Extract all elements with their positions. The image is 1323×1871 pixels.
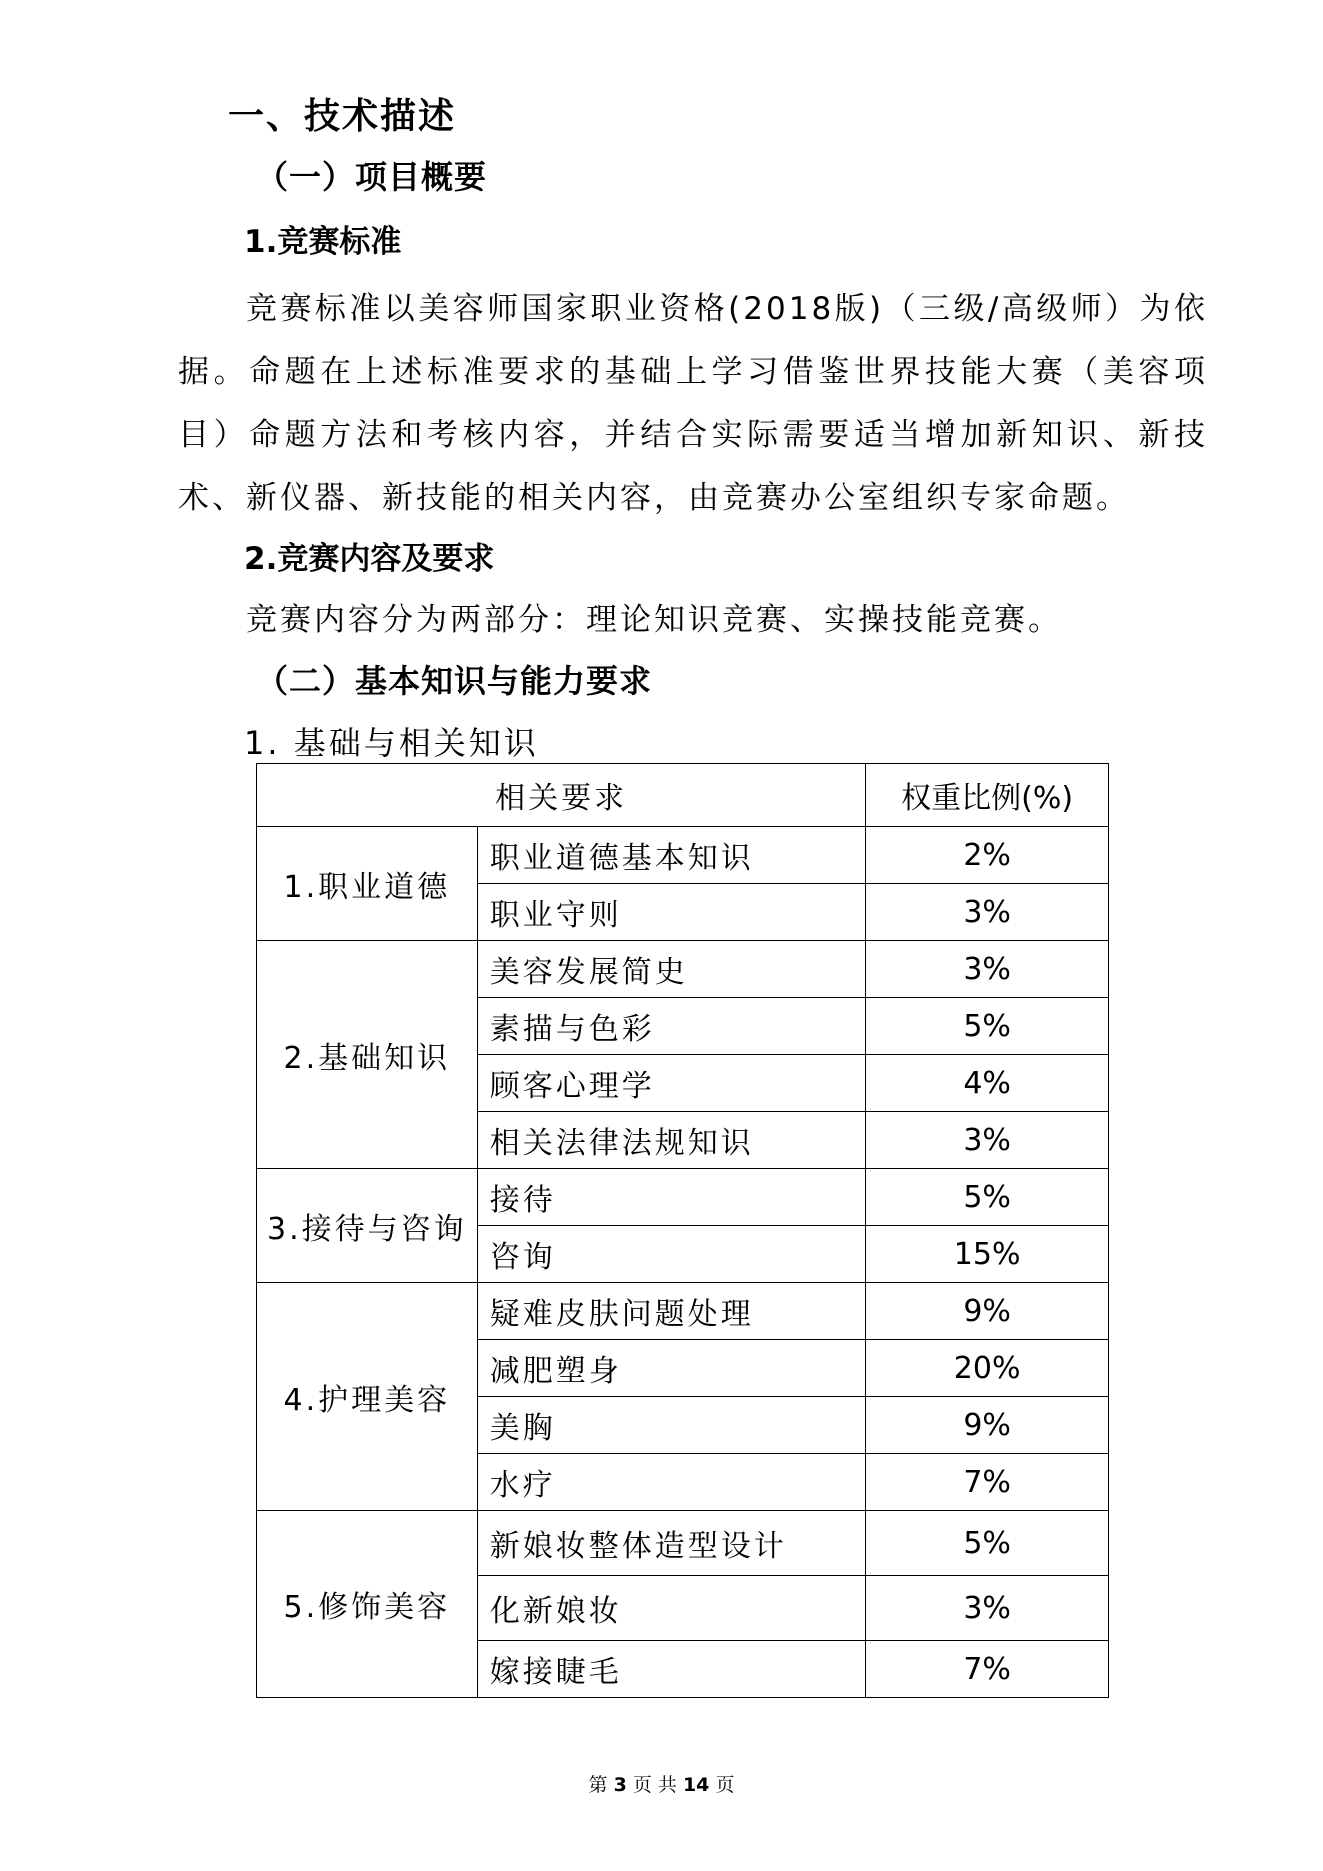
item-cell: 减肥塑身 <box>477 1340 866 1397</box>
footer-suffix: 页 <box>715 1774 735 1796</box>
item-title-basic-knowledge: 1. 基础与相关知识 <box>244 724 539 762</box>
footer-total-pages: 14 <box>682 1774 710 1796</box>
item-cell: 嫁接睫毛 <box>477 1641 866 1698</box>
paragraph-content: 竞赛内容分为两部分：理论知识竞赛、实操技能竞赛。 <box>246 602 1062 638</box>
item-cell: 素描与色彩 <box>477 998 866 1055</box>
table-header-row <box>257 764 1109 827</box>
item-title-standard: 1.竞赛标准 <box>244 224 402 260</box>
table-row <box>257 941 1109 998</box>
item-cell: 咨询 <box>477 1226 866 1283</box>
table-row <box>257 1169 1109 1226</box>
weight-cell: 20% <box>866 1340 1109 1397</box>
table-row <box>257 827 1109 884</box>
weight-cell: 15% <box>866 1226 1109 1283</box>
weight-cell: 4% <box>866 1055 1109 1112</box>
weight-cell: 9% <box>866 1397 1109 1454</box>
weight-cell: 7% <box>866 1454 1109 1511</box>
page-footer <box>0 1770 1323 1797</box>
weight-cell: 5% <box>866 1511 1109 1576</box>
item-title-content: 2.竞赛内容及要求 <box>244 541 495 577</box>
header-weight: 权重比例(%) <box>866 764 1109 827</box>
weight-cell: 7% <box>866 1641 1109 1698</box>
table-row <box>257 1511 1109 1576</box>
knowledge-weight-table <box>256 763 1109 1698</box>
item-cell: 美胸 <box>477 1397 866 1454</box>
footer-middle: 页 共 <box>632 1774 677 1796</box>
category-cell: 5.修饰美容 <box>257 1511 478 1698</box>
item-cell: 水疗 <box>477 1454 866 1511</box>
footer-prefix: 第 <box>588 1774 608 1796</box>
weight-cell: 3% <box>866 941 1109 998</box>
table-row <box>257 1283 1109 1340</box>
weight-cell: 3% <box>866 1576 1109 1641</box>
subsection-title-knowledge: （二）基本知识与能力要求 <box>256 662 653 700</box>
weight-cell: 3% <box>866 884 1109 941</box>
category-cell: 1.职业道德 <box>257 827 478 941</box>
paragraph-standard: 竞赛标准以美容师国家职业资格(2018版)（三级/高级师）为依据。命题在上述标准要求的基础上学习借鉴世界技能大赛（美容项目）命题方法和考核内容，并结合实际需要适当增加新知识、新技术、新仪器、新技能的相关内容，由竞赛办公室组织专家命题。 <box>178 291 1208 516</box>
weight-cell: 3% <box>866 1112 1109 1169</box>
footer-current-page: 3 <box>613 1774 627 1796</box>
item-cell: 职业守则 <box>477 884 866 941</box>
category-cell: 2.基础知识 <box>257 941 478 1169</box>
subsection-title-overview: （一）项目概要 <box>256 158 488 196</box>
item-cell: 职业道德基本知识 <box>477 827 866 884</box>
item-cell: 疑难皮肤问题处理 <box>477 1283 866 1340</box>
header-requirement: 相关要求 <box>257 764 866 827</box>
item-cell: 接待 <box>477 1169 866 1226</box>
weight-cell: 5% <box>866 1169 1109 1226</box>
item-cell: 顾客心理学 <box>477 1055 866 1112</box>
item-cell: 化新娘妆 <box>477 1576 866 1641</box>
item-cell: 美容发展简史 <box>477 941 866 998</box>
category-cell: 3.接待与咨询 <box>257 1169 478 1283</box>
weight-cell: 9% <box>866 1283 1109 1340</box>
section-title: 一、技术描述 <box>228 96 457 137</box>
category-cell: 4.护理美容 <box>257 1283 478 1511</box>
weight-cell: 5% <box>866 998 1109 1055</box>
weight-cell: 2% <box>866 827 1109 884</box>
item-cell: 新娘妆整体造型设计 <box>477 1511 866 1576</box>
item-cell: 相关法律法规知识 <box>477 1112 866 1169</box>
